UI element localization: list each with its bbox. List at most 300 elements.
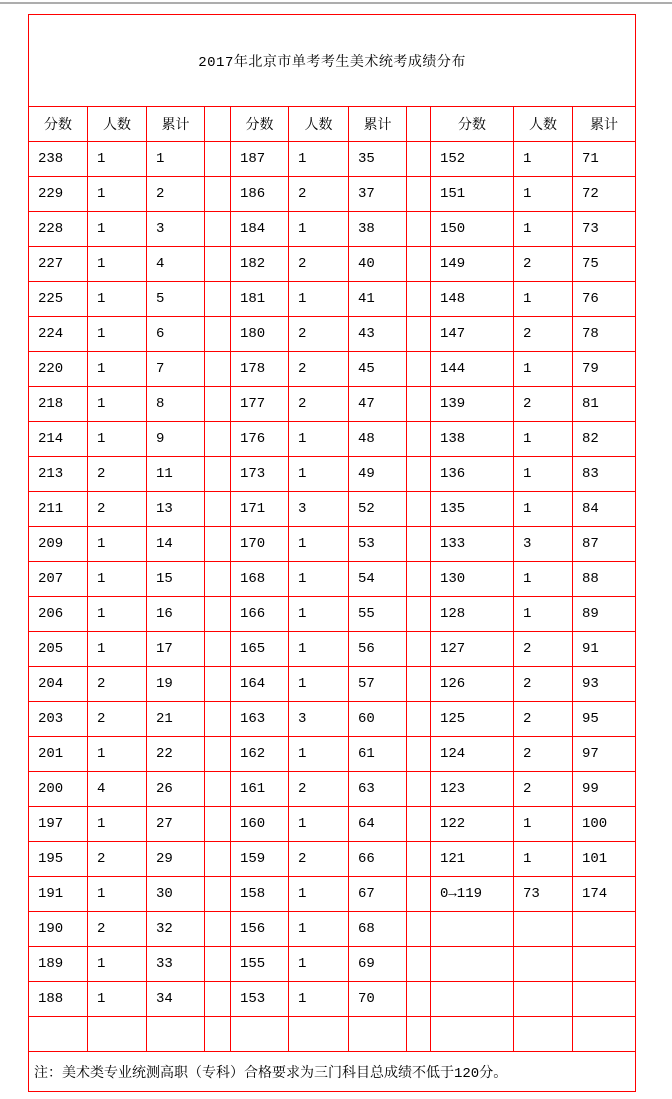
score-cell: 135	[431, 492, 514, 527]
score-cell: 209	[29, 527, 88, 562]
score-cell: 147	[431, 317, 514, 352]
cumulative-cell: 21	[147, 702, 205, 737]
separator-cell	[407, 597, 431, 632]
cumulative-cell: 73	[573, 212, 636, 247]
count-cell: 1	[514, 807, 573, 842]
table-row	[29, 842, 636, 877]
separator-cell	[407, 282, 431, 317]
count-cell: 1	[88, 737, 147, 772]
score-cell: 125	[431, 702, 514, 737]
score-cell: 124	[431, 737, 514, 772]
cumulative-cell: 82	[573, 422, 636, 457]
cumulative-cell: 97	[573, 737, 636, 772]
separator-cell	[407, 492, 431, 527]
separator-cell	[407, 457, 431, 492]
cumulative-cell: 14	[147, 527, 205, 562]
header-row	[29, 107, 636, 142]
score-cell: 138	[431, 422, 514, 457]
cumulative-cell: 15	[147, 562, 205, 597]
cumulative-cell: 88	[573, 562, 636, 597]
count-cell: 1	[88, 212, 147, 247]
score-cell: 123	[431, 772, 514, 807]
cumulative-cell: 100	[573, 807, 636, 842]
cumulative-cell: 101	[573, 842, 636, 877]
count-cell: 1	[289, 877, 349, 912]
cumulative-cell: 91	[573, 632, 636, 667]
cumulative-cell: 69	[349, 947, 407, 982]
header-score-2: 分数	[231, 107, 289, 142]
cumulative-cell: 8	[147, 387, 205, 422]
score-cell: 162	[231, 737, 289, 772]
table-row	[29, 457, 636, 492]
table-row	[29, 807, 636, 842]
cumulative-cell: 7	[147, 352, 205, 387]
score-cell: 166	[231, 597, 289, 632]
table-title: 2017年北京市单考考生美术统考成绩分布	[29, 15, 636, 107]
score-cell	[431, 912, 514, 947]
page-top-rule	[0, 2, 672, 4]
count-cell: 1	[514, 492, 573, 527]
count-cell: 1	[88, 282, 147, 317]
cumulative-cell: 76	[573, 282, 636, 317]
count-cell: 2	[514, 702, 573, 737]
header-count-3: 人数	[514, 107, 573, 142]
cumulative-cell: 49	[349, 457, 407, 492]
table-row	[29, 912, 636, 947]
cumulative-cell: 40	[349, 247, 407, 282]
header-cumulative-2: 累计	[349, 107, 407, 142]
score-cell	[431, 947, 514, 982]
score-cell: 207	[29, 562, 88, 597]
cumulative-cell: 63	[349, 772, 407, 807]
score-cell: 203	[29, 702, 88, 737]
separator-cell	[407, 352, 431, 387]
separator-cell	[407, 947, 431, 982]
score-cell	[29, 1017, 88, 1052]
separator-header-cell	[407, 107, 431, 142]
cumulative-cell: 84	[573, 492, 636, 527]
score-cell: 186	[231, 177, 289, 212]
count-cell: 2	[88, 457, 147, 492]
score-cell: 181	[231, 282, 289, 317]
count-cell: 1	[88, 142, 147, 177]
score-cell: 160	[231, 807, 289, 842]
separator-cell	[205, 842, 231, 877]
score-cell: 165	[231, 632, 289, 667]
score-cell: 178	[231, 352, 289, 387]
score-cell: 197	[29, 807, 88, 842]
score-cell: 163	[231, 702, 289, 737]
score-cell: 128	[431, 597, 514, 632]
score-cell: 150	[431, 212, 514, 247]
cumulative-cell: 61	[349, 737, 407, 772]
count-cell: 1	[289, 562, 349, 597]
separator-cell	[407, 912, 431, 947]
table-row	[29, 422, 636, 457]
cumulative-cell: 11	[147, 457, 205, 492]
cumulative-cell: 19	[147, 667, 205, 702]
score-cell: 238	[29, 142, 88, 177]
cumulative-cell: 83	[573, 457, 636, 492]
count-cell: 4	[88, 772, 147, 807]
count-cell: 1	[88, 527, 147, 562]
cumulative-cell: 35	[349, 142, 407, 177]
cumulative-cell: 22	[147, 737, 205, 772]
count-cell: 2	[514, 632, 573, 667]
count-cell: 1	[514, 177, 573, 212]
count-cell	[514, 1017, 573, 1052]
score-cell: 151	[431, 177, 514, 212]
cumulative-cell: 52	[349, 492, 407, 527]
count-cell: 1	[88, 422, 147, 457]
separator-cell	[205, 352, 231, 387]
cumulative-cell	[573, 982, 636, 1017]
count-cell: 1	[289, 457, 349, 492]
separator-cell	[407, 527, 431, 562]
table-row	[29, 387, 636, 422]
count-cell: 1	[88, 982, 147, 1017]
count-cell: 2	[514, 387, 573, 422]
score-cell: 126	[431, 667, 514, 702]
separator-cell	[407, 247, 431, 282]
header-score-1: 分数	[29, 107, 88, 142]
score-cell: 189	[29, 947, 88, 982]
separator-cell	[205, 632, 231, 667]
cumulative-cell: 54	[349, 562, 407, 597]
score-cell: 130	[431, 562, 514, 597]
count-cell: 2	[514, 772, 573, 807]
score-cell: 159	[231, 842, 289, 877]
score-cell: 173	[231, 457, 289, 492]
score-cell: 0→119	[431, 877, 514, 912]
score-cell: 213	[29, 457, 88, 492]
score-cell: 155	[231, 947, 289, 982]
cumulative-cell: 55	[349, 597, 407, 632]
table-row	[29, 877, 636, 912]
table-row	[29, 492, 636, 527]
count-cell: 1	[88, 947, 147, 982]
score-cell: 205	[29, 632, 88, 667]
count-cell: 2	[289, 247, 349, 282]
table-row	[29, 282, 636, 317]
cumulative-cell: 29	[147, 842, 205, 877]
count-cell: 1	[514, 422, 573, 457]
cumulative-cell: 6	[147, 317, 205, 352]
header-cumulative-3: 累计	[573, 107, 636, 142]
score-cell: 188	[29, 982, 88, 1017]
count-cell: 2	[514, 737, 573, 772]
score-cell: 187	[231, 142, 289, 177]
table-row	[29, 772, 636, 807]
separator-cell	[205, 387, 231, 422]
count-cell: 2	[88, 912, 147, 947]
separator-cell	[407, 982, 431, 1017]
cumulative-cell: 67	[349, 877, 407, 912]
score-cell: 191	[29, 877, 88, 912]
count-cell: 1	[289, 282, 349, 317]
count-cell: 1	[514, 842, 573, 877]
score-cell: 176	[231, 422, 289, 457]
separator-cell	[205, 527, 231, 562]
cumulative-cell	[573, 912, 636, 947]
header-count-1: 人数	[88, 107, 147, 142]
separator-cell	[205, 772, 231, 807]
cumulative-cell: 60	[349, 702, 407, 737]
table-row	[29, 527, 636, 562]
score-cell: 121	[431, 842, 514, 877]
cumulative-cell: 45	[349, 352, 407, 387]
cumulative-cell: 79	[573, 352, 636, 387]
cumulative-cell	[349, 1017, 407, 1052]
separator-cell	[205, 562, 231, 597]
cumulative-cell: 89	[573, 597, 636, 632]
cumulative-cell	[573, 947, 636, 982]
score-cell: 133	[431, 527, 514, 562]
score-cell: 218	[29, 387, 88, 422]
cumulative-cell: 87	[573, 527, 636, 562]
cumulative-cell: 13	[147, 492, 205, 527]
separator-cell	[407, 142, 431, 177]
count-cell: 1	[88, 317, 147, 352]
score-cell: 127	[431, 632, 514, 667]
count-cell: 1	[289, 912, 349, 947]
cumulative-cell: 78	[573, 317, 636, 352]
separator-cell	[205, 877, 231, 912]
score-cell: 214	[29, 422, 88, 457]
count-cell: 1	[88, 177, 147, 212]
table-body	[29, 142, 636, 1052]
score-cell: 190	[29, 912, 88, 947]
separator-cell	[205, 492, 231, 527]
score-cell: 122	[431, 807, 514, 842]
count-cell: 1	[289, 667, 349, 702]
score-cell: 204	[29, 667, 88, 702]
separator-cell	[407, 212, 431, 247]
count-cell: 1	[88, 877, 147, 912]
count-cell: 1	[289, 947, 349, 982]
header-count-2: 人数	[289, 107, 349, 142]
count-cell	[88, 1017, 147, 1052]
count-cell: 2	[289, 387, 349, 422]
score-cell: 152	[431, 142, 514, 177]
score-cell	[431, 1017, 514, 1052]
count-cell: 1	[514, 142, 573, 177]
score-cell: 144	[431, 352, 514, 387]
count-cell: 1	[289, 807, 349, 842]
separator-cell	[407, 177, 431, 212]
separator-cell	[205, 807, 231, 842]
score-cell: 195	[29, 842, 88, 877]
cumulative-cell: 5	[147, 282, 205, 317]
table-row	[29, 317, 636, 352]
count-cell: 1	[289, 422, 349, 457]
cumulative-cell: 2	[147, 177, 205, 212]
score-cell: 149	[431, 247, 514, 282]
score-cell: 229	[29, 177, 88, 212]
cumulative-cell: 9	[147, 422, 205, 457]
count-cell: 1	[88, 352, 147, 387]
count-cell: 2	[514, 247, 573, 282]
cumulative-cell: 48	[349, 422, 407, 457]
separator-cell	[205, 177, 231, 212]
cumulative-cell: 34	[147, 982, 205, 1017]
separator-cell	[205, 422, 231, 457]
count-cell: 2	[514, 317, 573, 352]
table-row	[29, 947, 636, 982]
count-cell: 1	[514, 352, 573, 387]
table-row	[29, 1017, 636, 1052]
separator-cell	[205, 982, 231, 1017]
separator-cell	[205, 702, 231, 737]
count-cell: 1	[514, 282, 573, 317]
cumulative-cell: 41	[349, 282, 407, 317]
count-cell	[514, 982, 573, 1017]
count-cell: 1	[289, 982, 349, 1017]
score-cell: 136	[431, 457, 514, 492]
score-cell: 201	[29, 737, 88, 772]
count-cell: 1	[88, 632, 147, 667]
score-cell: 139	[431, 387, 514, 422]
separator-cell	[205, 317, 231, 352]
count-cell: 3	[289, 702, 349, 737]
cumulative-cell: 68	[349, 912, 407, 947]
title-row	[29, 15, 636, 107]
count-cell: 2	[88, 667, 147, 702]
count-cell: 1	[514, 562, 573, 597]
cumulative-cell: 1	[147, 142, 205, 177]
score-distribution-table	[28, 14, 636, 1092]
cumulative-cell: 47	[349, 387, 407, 422]
cumulative-cell: 75	[573, 247, 636, 282]
score-cell: 161	[231, 772, 289, 807]
header-score-3: 分数	[431, 107, 514, 142]
cumulative-cell: 72	[573, 177, 636, 212]
score-cell: 158	[231, 877, 289, 912]
cumulative-cell: 81	[573, 387, 636, 422]
count-cell: 1	[88, 247, 147, 282]
score-cell: 200	[29, 772, 88, 807]
count-cell: 1	[88, 562, 147, 597]
cumulative-cell: 53	[349, 527, 407, 562]
score-cell: 227	[29, 247, 88, 282]
table-row	[29, 352, 636, 387]
separator-cell	[407, 562, 431, 597]
cumulative-cell	[147, 1017, 205, 1052]
score-cell: 224	[29, 317, 88, 352]
score-cell: 153	[231, 982, 289, 1017]
separator-cell	[205, 667, 231, 702]
score-cell: 206	[29, 597, 88, 632]
separator-cell	[205, 212, 231, 247]
table-row	[29, 702, 636, 737]
cumulative-cell: 70	[349, 982, 407, 1017]
cumulative-cell: 38	[349, 212, 407, 247]
cumulative-cell: 30	[147, 877, 205, 912]
count-cell	[514, 947, 573, 982]
table-row	[29, 177, 636, 212]
cumulative-cell: 174	[573, 877, 636, 912]
separator-cell	[407, 632, 431, 667]
score-cell: 177	[231, 387, 289, 422]
separator-cell	[205, 597, 231, 632]
cumulative-cell: 95	[573, 702, 636, 737]
separator-cell	[407, 387, 431, 422]
cumulative-cell: 27	[147, 807, 205, 842]
score-cell: 156	[231, 912, 289, 947]
score-cell	[231, 1017, 289, 1052]
table-row	[29, 982, 636, 1017]
table-row	[29, 597, 636, 632]
cumulative-cell: 32	[147, 912, 205, 947]
table-row	[29, 667, 636, 702]
count-cell: 1	[289, 632, 349, 667]
separator-cell	[205, 457, 231, 492]
separator-cell	[205, 912, 231, 947]
separator-cell	[407, 842, 431, 877]
count-cell: 1	[88, 387, 147, 422]
cumulative-cell: 26	[147, 772, 205, 807]
count-cell	[514, 912, 573, 947]
cumulative-cell: 71	[573, 142, 636, 177]
count-cell: 2	[88, 842, 147, 877]
table-row	[29, 142, 636, 177]
separator-cell	[407, 702, 431, 737]
count-cell: 1	[289, 737, 349, 772]
cumulative-cell: 66	[349, 842, 407, 877]
count-cell	[289, 1017, 349, 1052]
header-cumulative-1: 累计	[147, 107, 205, 142]
table-note: 注：美术类专业统测高职（专科）合格要求为三门科目总成绩不低于120分。	[29, 1052, 636, 1092]
count-cell: 1	[289, 527, 349, 562]
separator-cell	[407, 1017, 431, 1052]
cumulative-cell: 93	[573, 667, 636, 702]
cumulative-cell: 57	[349, 667, 407, 702]
table-row	[29, 247, 636, 282]
separator-header-cell	[205, 107, 231, 142]
separator-cell	[205, 142, 231, 177]
count-cell: 73	[514, 877, 573, 912]
score-cell: 182	[231, 247, 289, 282]
score-cell: 228	[29, 212, 88, 247]
count-cell: 3	[289, 492, 349, 527]
table-row	[29, 737, 636, 772]
count-cell: 2	[88, 702, 147, 737]
count-cell: 2	[289, 842, 349, 877]
separator-cell	[407, 877, 431, 912]
separator-cell	[407, 772, 431, 807]
separator-cell	[205, 1017, 231, 1052]
count-cell: 2	[289, 177, 349, 212]
count-cell: 1	[289, 142, 349, 177]
cumulative-cell: 56	[349, 632, 407, 667]
cumulative-cell: 33	[147, 947, 205, 982]
separator-cell	[407, 667, 431, 702]
score-cell: 220	[29, 352, 88, 387]
count-cell: 1	[289, 212, 349, 247]
count-cell: 1	[514, 597, 573, 632]
separator-cell	[407, 422, 431, 457]
score-cell: 225	[29, 282, 88, 317]
separator-cell	[205, 247, 231, 282]
count-cell: 2	[514, 667, 573, 702]
cumulative-cell: 16	[147, 597, 205, 632]
table-row	[29, 632, 636, 667]
count-cell: 1	[88, 597, 147, 632]
score-cell: 171	[231, 492, 289, 527]
cumulative-cell: 43	[349, 317, 407, 352]
separator-cell	[407, 807, 431, 842]
cumulative-cell: 64	[349, 807, 407, 842]
